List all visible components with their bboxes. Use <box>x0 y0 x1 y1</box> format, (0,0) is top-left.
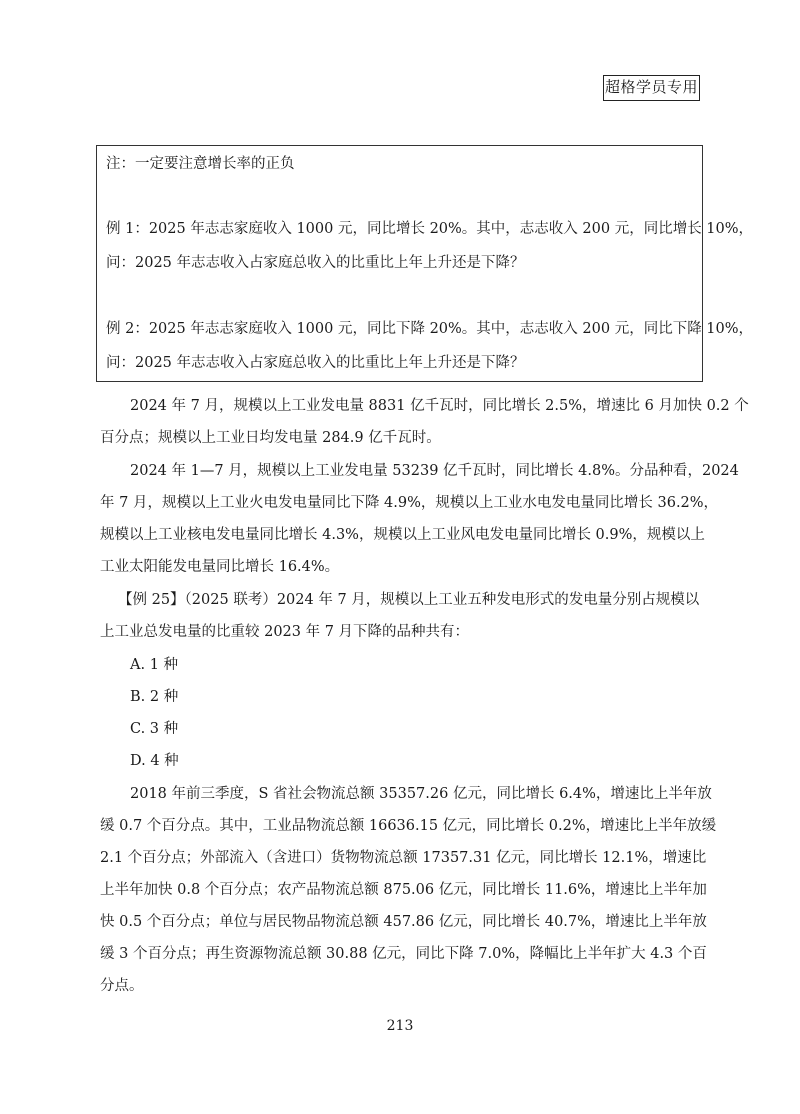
student-only-badge: 超格学员专用 <box>603 75 700 101</box>
para3-line1: 2018 年前三季度，S 省社会物流总额 35357.26 亿元，同比增长 6.4%，增速比上半年放 <box>130 786 712 802</box>
para2-line1: 2024 年 1—7 月，规模以上工业发电量 53239 亿千瓦时，同比增长 4.8%。分品种看，2024 <box>130 463 739 479</box>
para2-line2: 年 7 月，规模以上工业火电发电量同比下降 4.9%，规模以上工业水电发电量同比增长 36.2%， <box>100 495 719 511</box>
option-a: A. 1 种 <box>130 657 179 673</box>
example1-line2: 问：2025 年志志收入占家庭总收入的比重比上年上升还是下降？ <box>106 255 525 271</box>
para3-line3: 2.1 个百分点；外部流入（含进口）货物物流总额 17357.31 亿元，同比增长 12.1%，增速比 <box>100 850 707 866</box>
option-c: C. 3 种 <box>130 721 179 737</box>
example2-line2: 问：2025 年志志收入占家庭总收入的比重比上年上升还是下降？ <box>106 355 525 371</box>
option-b: B. 2 种 <box>130 689 179 705</box>
para1-line2: 百分点；规模以上工业日均发电量 284.9 亿千瓦时。 <box>100 430 441 446</box>
para1-line1: 2024 年 7 月，规模以上工业发电量 8831 亿千瓦时，同比增长 2.5%，增速比 6 月加快 0.2 个 <box>130 398 749 414</box>
para3-line2: 缓 0.7 个百分点。其中，工业品物流总额 16636.15 亿元，同比增长 0.2%，增速比上半年放缓 <box>100 818 717 834</box>
question-line2: 上工业总发电量的比重较 2023 年 7 月下降的品种共有： <box>100 624 470 640</box>
para3-line5: 快 0.5 个百分点；单位与居民物品物流总额 457.86 亿元，同比增长 40.7%，增速比上半年放 <box>100 914 707 930</box>
question-line1: 【例 25】（2025 联考）2024 年 7 月，规模以上工业五种发电形式的发电量分别占规模以 <box>118 592 700 608</box>
para3-line6: 缓 3 个百分点；再生资源物流总额 30.88 亿元，同比下降 7.0%，降幅比上半年扩大 4.3 个百 <box>100 946 707 962</box>
para2-line3: 规模以上工业核电发电量同比增长 4.3%，规模以上工业风电发电量同比增长 0.9%，规模以上 <box>100 527 705 543</box>
note-box <box>96 145 754 382</box>
para3-line4: 上半年加快 0.8 个百分点；农产品物流总额 875.06 亿元，同比增长 11.6%，增速比上半年加 <box>100 882 707 898</box>
para2-line4: 工业太阳能发电量同比增长 16.4%。 <box>100 559 340 575</box>
page-number: 213 <box>386 1018 414 1034</box>
para3-line7: 分点。 <box>100 978 144 994</box>
option-d: D. 4 种 <box>130 753 179 769</box>
example1-line1: 例 1：2025 年志志家庭收入 1000 元，同比增长 20%。其中，志志收入 200 元，同比增长 10%， <box>106 221 754 237</box>
note-title: 注：一定要注意增长率的正负 <box>106 156 295 172</box>
example2-line1: 例 2：2025 年志志家庭收入 1000 元，同比下降 20%。其中，志志收入 200 元，同比下降 10%， <box>106 321 754 337</box>
